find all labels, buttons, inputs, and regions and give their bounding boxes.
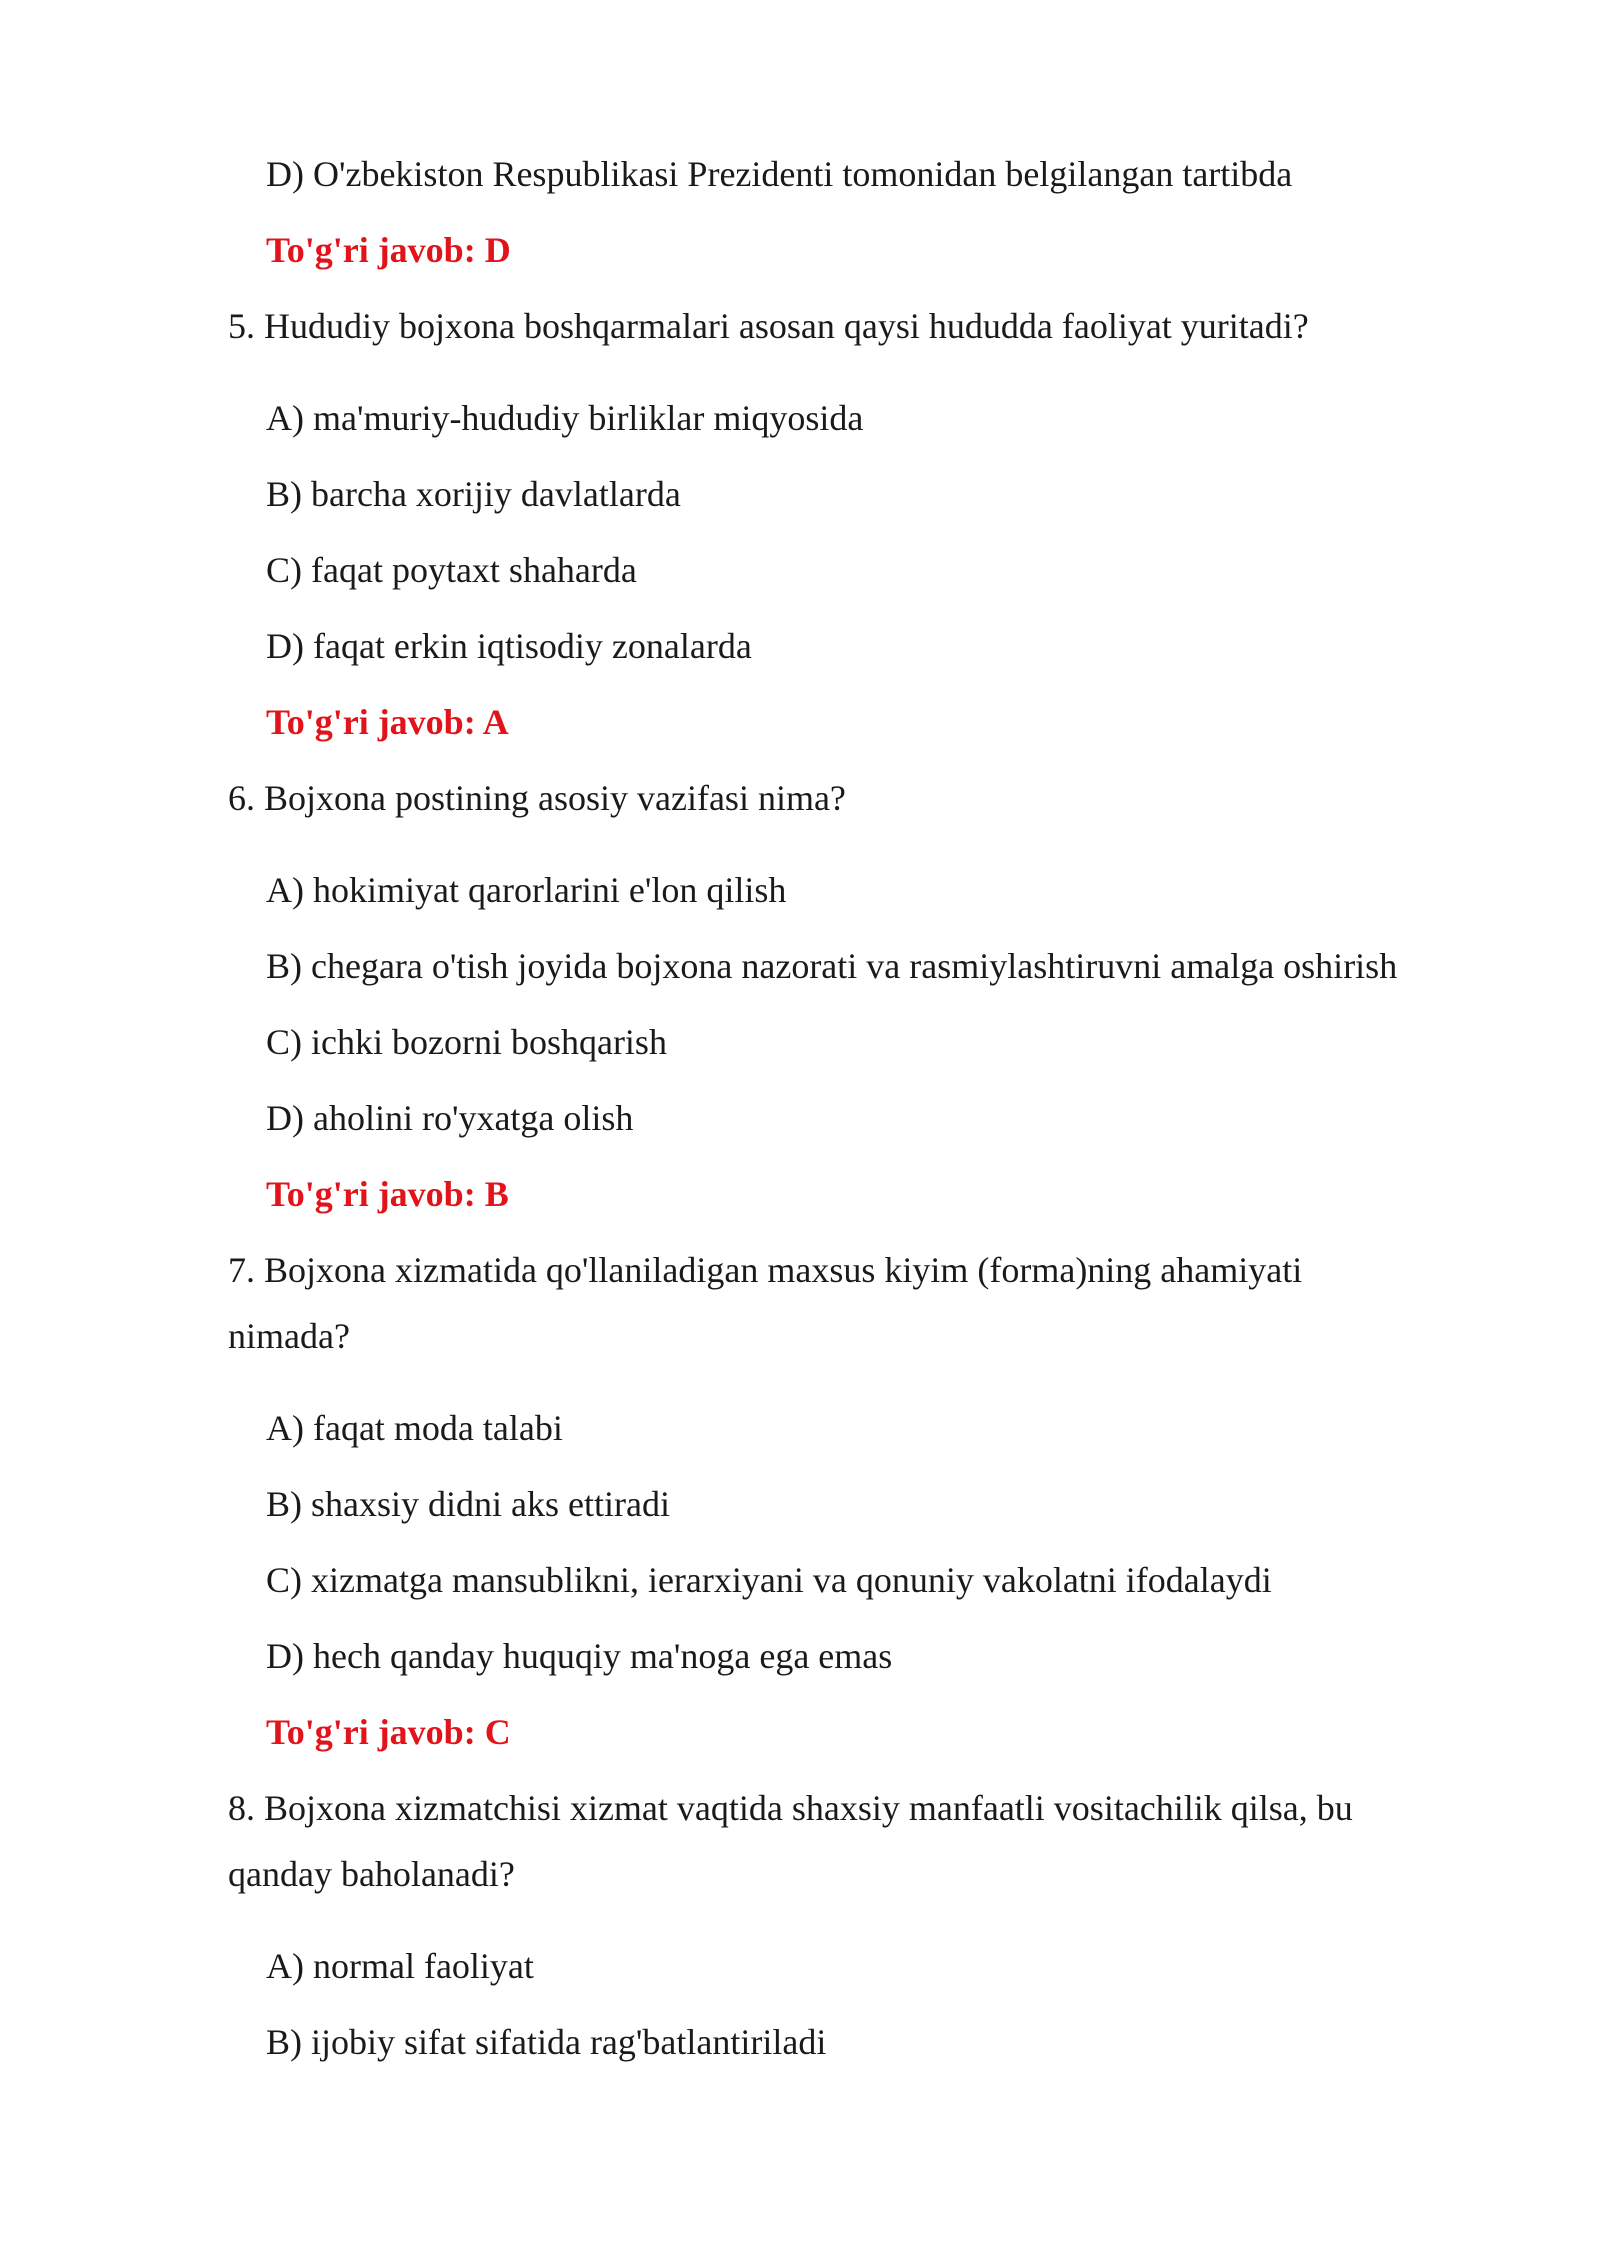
option-b: B) barcha xorijiy davlatlarda <box>266 474 681 514</box>
option-d: D) hech qanday huquqiy ma'noga ega emas <box>266 1636 893 1676</box>
question-text-continued: nimada? <box>228 1316 350 1356</box>
option-a: A) ma'muriy-hududiy birliklar miqyosida <box>266 398 864 438</box>
question-text: 6. Bojxona postining asosiy vazifasi nima? <box>228 778 846 818</box>
correct-answer: To'g'ri javob: D <box>266 230 511 270</box>
option-d: D) O'zbekiston Respublikasi Prezidenti tomonidan belgilangan tartibda <box>266 154 1293 194</box>
option-a: A) faqat moda talabi <box>266 1408 563 1448</box>
option-a: A) hokimiyat qarorlarini e'lon qilish <box>266 870 787 910</box>
question-text: 5. Hududiy bojxona boshqarmalari asosan qaysi hududda faoliyat yuritadi? <box>228 306 1309 346</box>
option-d: D) aholini ro'yxatga olish <box>266 1098 634 1138</box>
correct-answer: To'g'ri javob: B <box>266 1174 509 1214</box>
correct-answer: To'g'ri javob: C <box>266 1712 511 1752</box>
option-c: C) faqat poytaxt shaharda <box>266 550 637 590</box>
option-b: B) chegara o'tish joyida bojxona nazorati va rasmiylashtiruvni amalga oshirish <box>266 946 1398 986</box>
option-c: C) xizmatga mansublikni, ierarxiyani va qonuniy vakolatni ifodalaydi <box>266 1560 1272 1600</box>
question-text: 8. Bojxona xizmatchisi xizmat vaqtida shaxsiy manfaatli vositachilik qilsa, bu <box>228 1788 1353 1828</box>
correct-answer: To'g'ri javob: A <box>266 702 509 742</box>
option-b: B) shaxsiy didni aks ettiradi <box>266 1484 670 1524</box>
option-c: C) ichki bozorni boshqarish <box>266 1022 667 1062</box>
question-text-continued: qanday baholanadi? <box>228 1854 515 1894</box>
option-a: A) normal faoliyat <box>266 1946 534 1986</box>
option-b: B) ijobiy sifat sifatida rag'batlantiriladi <box>266 2022 827 2062</box>
question-text: 7. Bojxona xizmatida qo'llaniladigan maxsus kiyim (forma)ning ahamiyati <box>228 1250 1303 1290</box>
option-d: D) faqat erkin iqtisodiy zonalarda <box>266 626 752 666</box>
